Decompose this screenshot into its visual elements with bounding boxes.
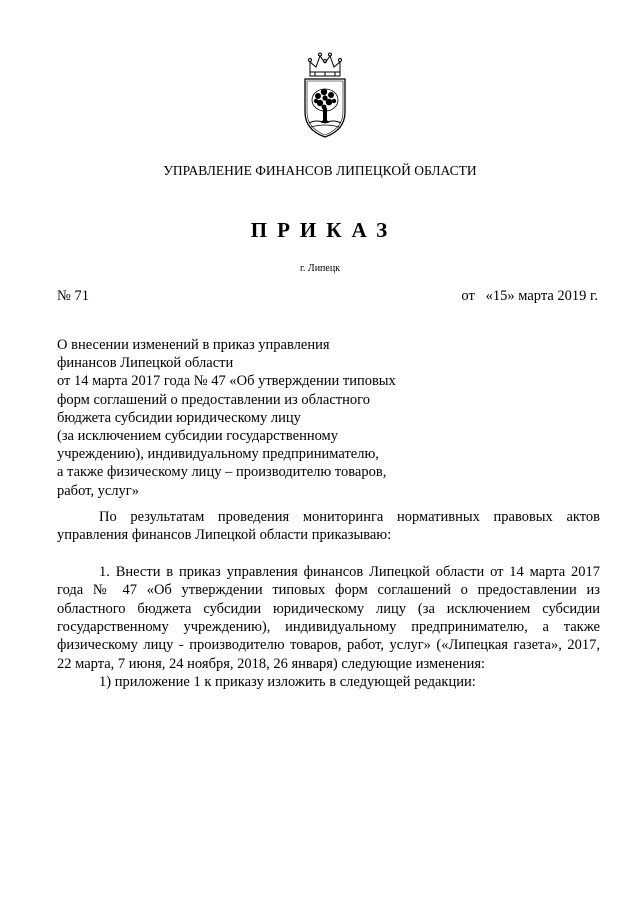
subject-line: бюджета субсидии юридическому лицу bbox=[57, 409, 301, 426]
order-number: № 71 bbox=[57, 288, 89, 304]
city-label: г. Липецк bbox=[299, 263, 341, 274]
subject-line: от 14 марта 2017 года № 47 «Об утверждении типовых bbox=[57, 373, 396, 390]
subject-line: О внесении изменений в приказ управления bbox=[57, 337, 330, 353]
subject-line: форм соглашений о предоставлении из областного bbox=[57, 391, 370, 408]
order-date: от «15» марта 2019 г. bbox=[461, 288, 598, 304]
subject-line: финансов Липецкой области bbox=[57, 355, 234, 372]
body-paragraph-item-1: 1. Внести в приказ управления финансов Липецкой области от 14 марта 2017 года № 47 «Об утверждении типовых форм соглашений о предоставлении из областного бюджета субсидии юридическому лицу (за исключением субсидии государственному учреждению), индивидуальному предпринимателю, а также физическому лицу - производителю товаров, работ, услуг» («Липецкая газета», 2017, 22 марта, 7 июня, 24 ноября, 2018, 26 января) следующие изменения: bbox=[57, 563, 600, 672]
subject-line: (за исключением субсидии государственному bbox=[57, 428, 338, 445]
body-paragraph-subitem-1: 1) приложение 1 к приказу изложить в следующей редакции: bbox=[99, 674, 476, 691]
order-body bbox=[57, 508, 600, 692]
body-paragraph-preamble: По результатам проведения мониторинга нормативных правовых актов управления финансов Липецкой области приказываю: bbox=[57, 509, 600, 544]
organization-name: УПРАВЛЕНИЕ ФИНАНСОВ ЛИПЕЦКОЙ ОБЛАСТИ bbox=[163, 163, 477, 178]
subject-line: а также физическому лицу – производителю товаров, bbox=[57, 464, 387, 481]
order-subject bbox=[57, 336, 457, 500]
coat-of-arms-icon bbox=[301, 50, 349, 140]
subject-line: работ, услуг» bbox=[57, 482, 139, 499]
document-type-title: ПРИКАЗ bbox=[250, 218, 398, 242]
subject-line: учреждению), индивидуальному предпринимателю, bbox=[57, 446, 379, 463]
